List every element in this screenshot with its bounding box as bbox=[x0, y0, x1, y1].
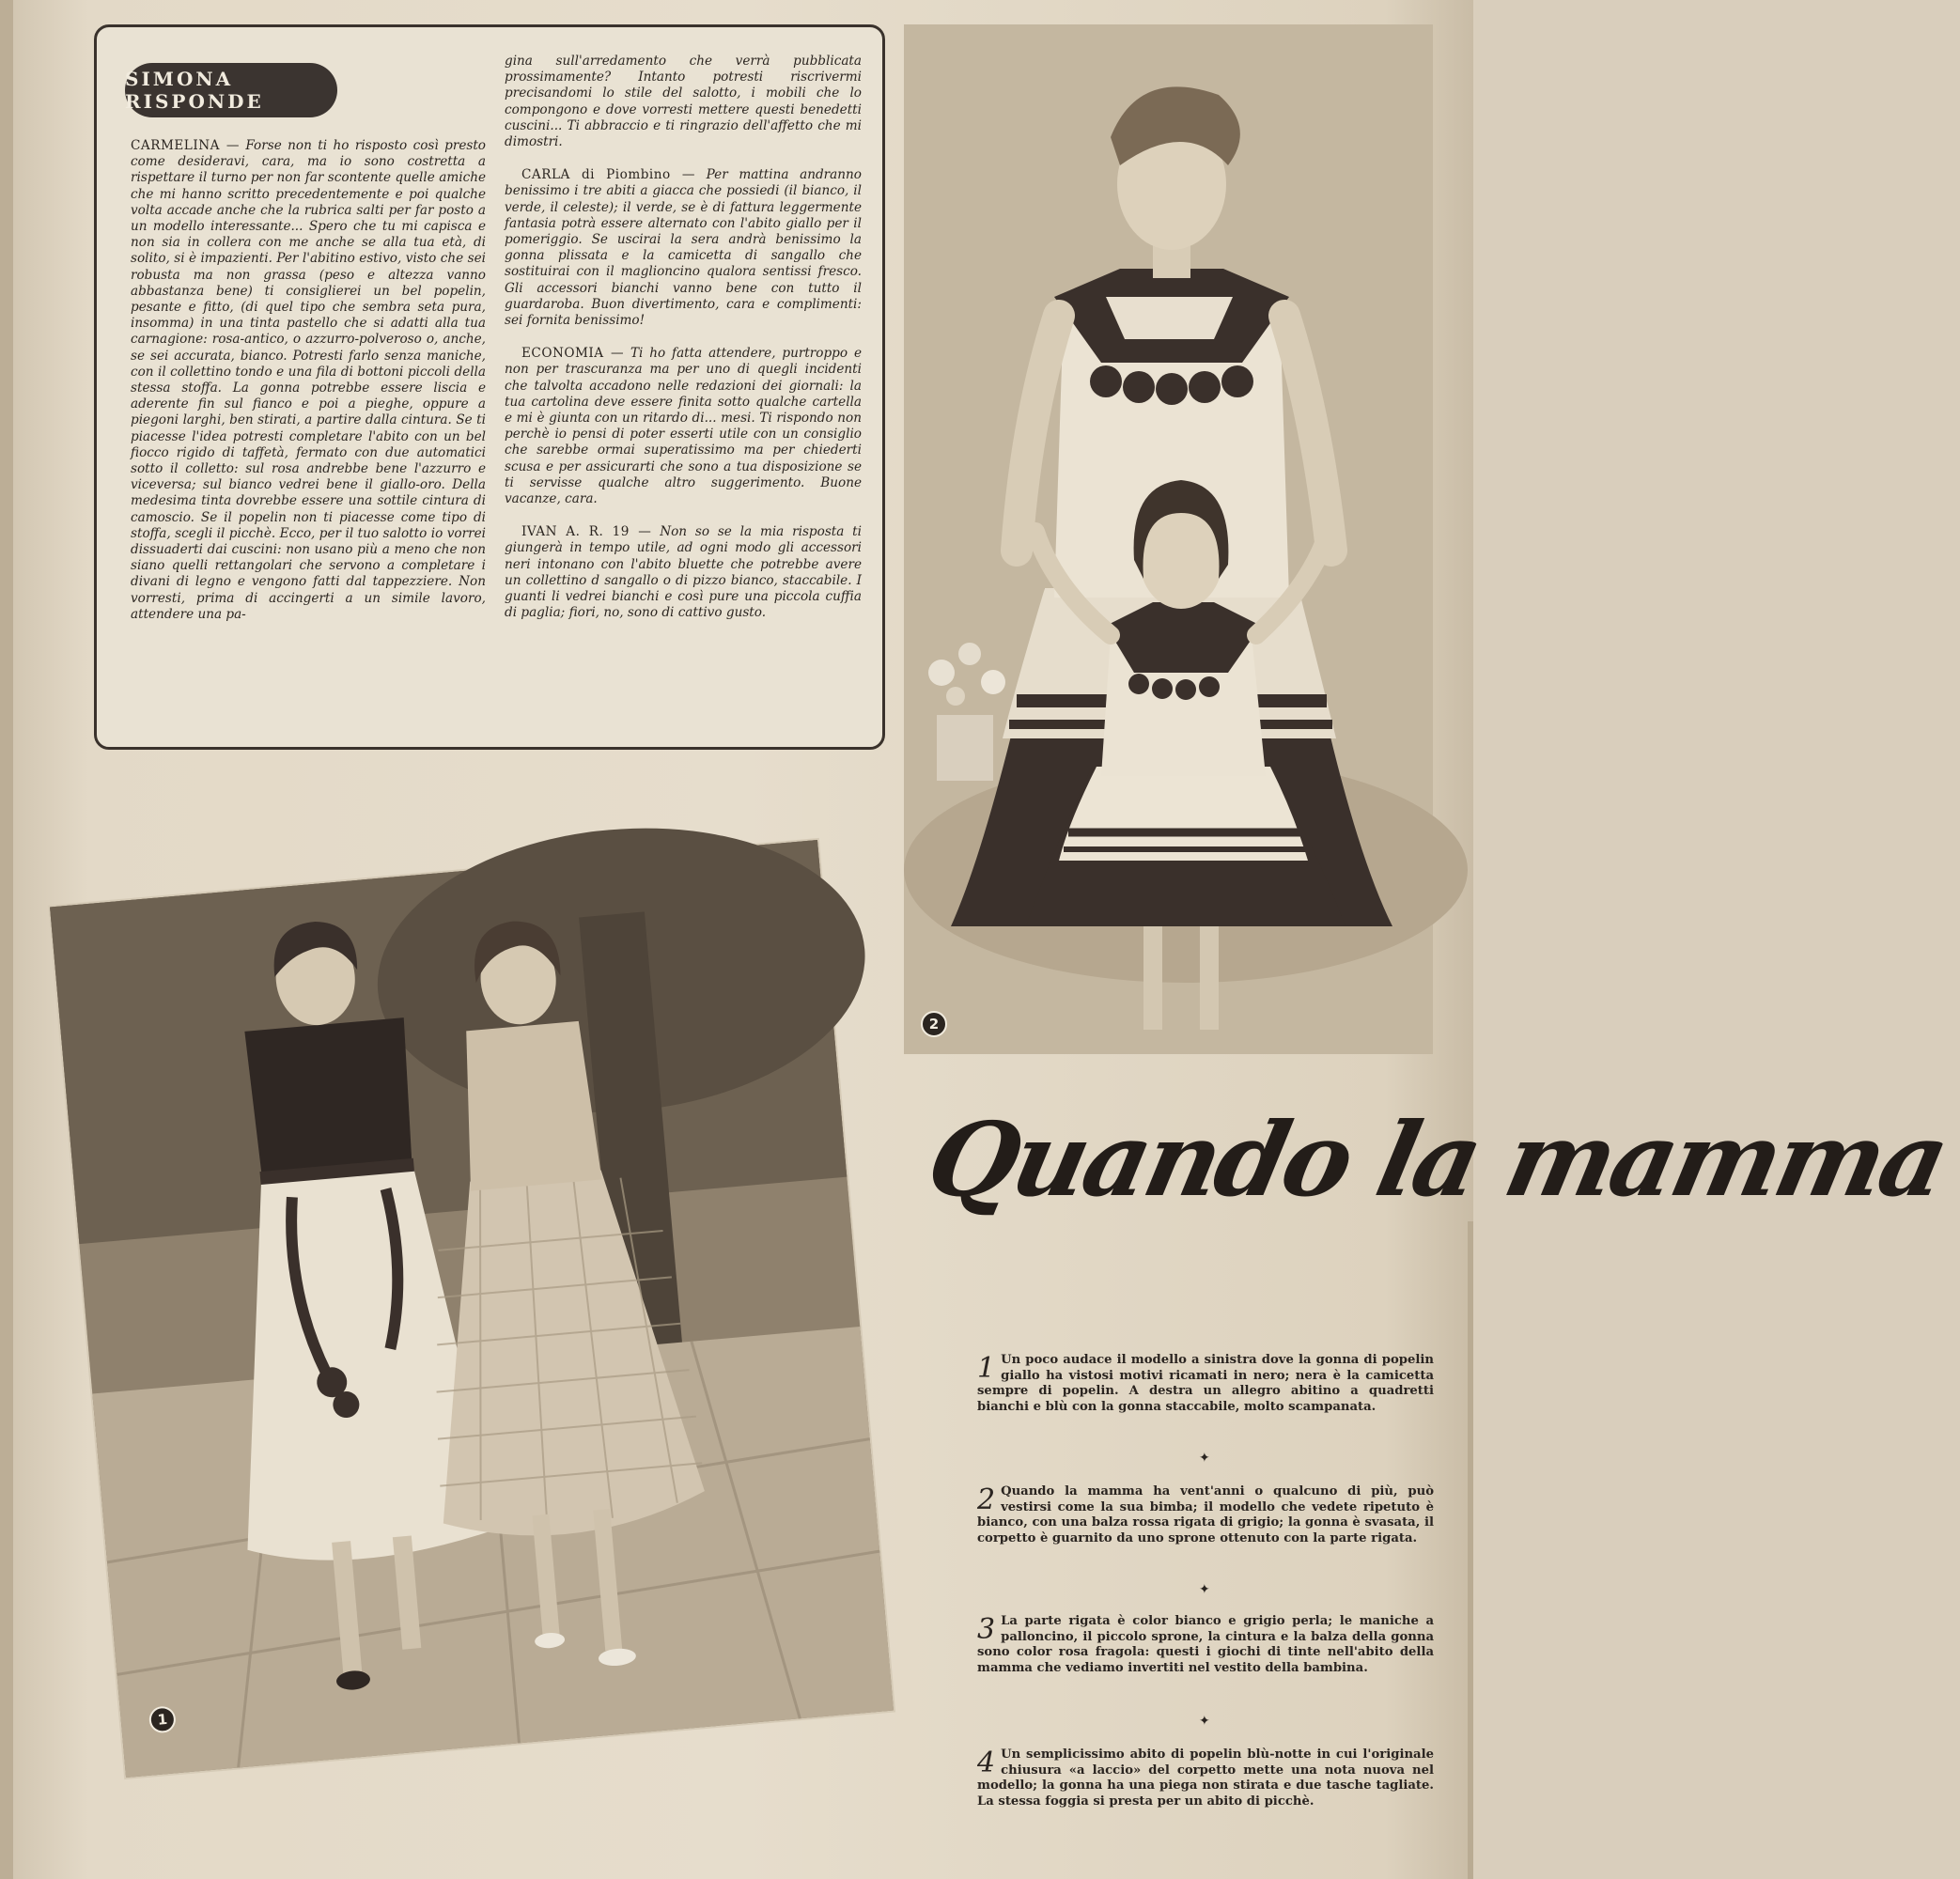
photo-number-badge: 2 bbox=[921, 1011, 947, 1037]
photo-two-women bbox=[50, 840, 894, 1778]
page-edge-left bbox=[0, 0, 13, 1879]
ornament-icon: ✦ bbox=[1199, 1451, 1210, 1466]
caption-number: 4 bbox=[977, 1747, 996, 1779]
caption-number: 1 bbox=[977, 1352, 996, 1385]
letter-economia bbox=[505, 346, 862, 507]
caption-number: 3 bbox=[977, 1613, 996, 1646]
letter-continuation bbox=[505, 54, 862, 150]
ornament-icon: ✦ bbox=[1199, 1582, 1210, 1597]
letter-body: Non so se la mia risposta ti giungerà in tempo utile, ad ogni modo gli accessori neri intonano con l'abito bluette che potrebbe avere un collettino d sangallo o di pizzo bianco, staccabile. I guanti li vedrei bianchi e così pure una piccola cuffia di paglia; fiori, no, sono di cattivo gusto. bbox=[505, 524, 862, 621]
caption-4 bbox=[977, 1747, 1434, 1809]
letter-lead: CARMELINA — bbox=[131, 138, 240, 153]
letter-carmelina bbox=[131, 138, 486, 623]
photo-1-container bbox=[28, 799, 893, 1832]
column-right-text bbox=[505, 54, 862, 639]
letter-body: Per mattina andranno benissimo i tre abiti a giacca che possiedi (il bianco, il verde, il celeste); il verde, se è di fattura leggermente fantasia potrà essere alternato con l'abito giallo per il pomeriggio. Se uscirai la sera andrà benissimo la gonna plissata e la camicetta di sangallo che sostituirai con il maglioncino qualora sentissi fresco. Gli accessori bianchi vanno bene con tutto il guardaroba. Buon divertimento, cara e complimenti: sei fornita benissimo! bbox=[505, 167, 862, 329]
letter-lead: ECONOMIA — bbox=[521, 346, 625, 362]
letter-body: Ti ho fatta attendere, purtroppo e non per trascuranza ma per uno di quegli incidenti che talvolta accadono nelle redazioni dei giornali: la tua cartolina deve essere finita sotto qualche cartella e mi è giunta con un ritardo di... mesi. Ti rispondo non perchè io pensi di poter esserti utile con un consiglio che sarebbe ormai superatissimo ma per chiederti scusa e per assicurarti che sono a tua disposizione se ti servisse qualche altro suggerimento. Buone vacanze, cara. bbox=[505, 346, 862, 507]
feature-title: Quando la mamma bbox=[917, 1101, 1956, 1219]
ornament-icon: ✦ bbox=[1199, 1714, 1210, 1729]
photo-mother-daughter bbox=[904, 24, 1433, 1054]
letter-lead: CARLA di Piombino — bbox=[521, 167, 695, 183]
caption-text: Un semplicissimo abito di popelin blù-notte in cui l'originale chiusura «a laccio» del corpetto mette una nota nuova nel modello; la gonna ha una piega non stirata e due tasche tagliate. La stessa foggia si presta per un abito di picchè. bbox=[977, 1747, 1434, 1809]
caption-text: La parte rigata è color bianco e grigio perla; le maniche a palloncino, il piccolo sprone, la cintura e la balza della gonna sono color rosa fragola: questi i giochi di tinte nell'abito della mamma che vediamo invertiti nel vestito della bambina. bbox=[977, 1614, 1434, 1675]
caption-number: 2 bbox=[977, 1483, 996, 1516]
photo-mother-daughter-illustration bbox=[904, 24, 1433, 1054]
page-edge-right bbox=[1468, 1221, 1473, 1879]
caption-text: Quando la mamma ha vent'anni o qualcuno di più, può vestirsi come la sua bimba; il modello che vedete ripetuto è bianco, con una balza rossa rigata di grigio; la gonna è svasata, il corpetto è guarnito da uno sprone ottenuto con la parte rigata. bbox=[977, 1484, 1434, 1545]
advice-column-box bbox=[94, 24, 885, 750]
caption-3 bbox=[977, 1614, 1434, 1676]
caption-text: Un poco audace il modello a sinistra dove la gonna di popelin giallo ha vistosi motivi ricamati in nero; nera è la camicetta sempre di popelin. A destra un allegro abitino a quadretti bianchi e blù con la gonna staccabile, molto scampanata. bbox=[977, 1353, 1434, 1414]
letter-ivan bbox=[505, 524, 862, 621]
caption-2 bbox=[977, 1484, 1434, 1546]
letter-carla bbox=[505, 167, 862, 329]
column-header: SIMONA RISPONDE bbox=[125, 63, 337, 117]
caption-1 bbox=[977, 1353, 1434, 1415]
column-left-text bbox=[131, 138, 486, 640]
letter-lead: IVAN A. R. 19 — bbox=[521, 524, 652, 540]
letter-body: gina sull'arredamento che verrà pubblicata prossimamente? Intanto potresti riscrivermi precisandomi lo stile del salotto, i mobili che lo compongono e dove vorresti mettere questi benedetti cuscini... Ti abbraccio e ti ringrazio dell'affetto che mi dimostri. bbox=[505, 54, 862, 150]
photo-two-women-illustration bbox=[50, 840, 894, 1778]
photo-number-badge: 1 bbox=[148, 1705, 177, 1733]
letter-body: Forse non ti ho risposto così presto come desideravi, cara, ma io sono costretta a rispettare il turno per non far scontente quelle amiche che mi hanno scritto precedentemente e poi qualche volta accade anche che la rubrica salti per far posto a un modello interessante... Spero che tu mi capisca e non sia in collera con me anche se alla tua età, di solito, si è impazienti. Per l'abitino estivo, visto che sei robusta ma non grassa (peso e altezza vanno abbastanza bene) ti consiglierei un bel popelin, pesante e fitto, (di quel tipo che sembra seta pura, insomma) in una tinta pastello che si adatti alla tua carnagione: rosa-antico, o azzurro-polveroso o, anche, se sei accurata, bianco. Potresti farlo senza maniche, con il collettino tondo e una fila di bottoni piccoli della stessa stoffa. La gonna potrebbe essere liscia e aderente fin sul fianco e poi a pieghe, oppure a piegoni larghi, ben stirati, a partire dalla cintura. Se ti piacesse l'idea potresti completare l'abito con un bel fiocco rigido di taffetà, fermato con due automatici sotto il colletto: sul rosa andrebbe bene l'azzurro e viceversa; sul bianco vedrei bene il giallo-oro. Della medesima tinta dovrebbe essere una sottile cintura di camoscio. Se il popelin non ti piacesse come tipo di stoffa, scegli il picchè. Ecco, per il tuo salotto io vorrei dissuaderti dai cuscini: non usano più a meno che non siano quelli rettangolari che servono a completare i divani di legno e vengono fatti dal tappezziere. Non vorresti, prima di accingerti a un simile lavoro, attendere una pa- bbox=[131, 138, 486, 622]
